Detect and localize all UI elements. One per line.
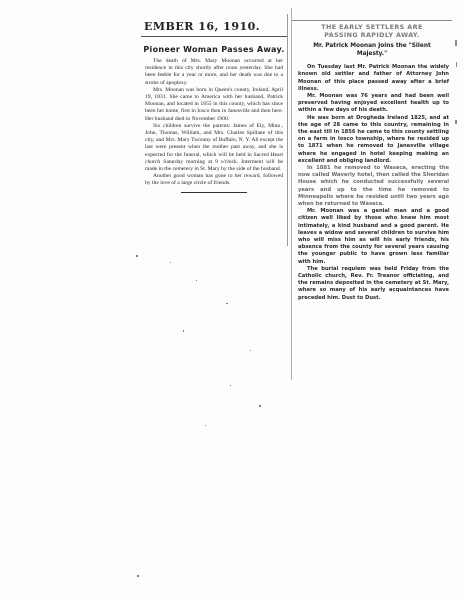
scan-speck [137, 575, 139, 577]
clipping-headline [292, 23, 452, 39]
headline-line-1: THE EARLY SETTLERS ARE [321, 23, 423, 31]
paragraph: On Tuesday last Mr. Patrick Moonan the widely known old settler and father of Attorney John Moonan of this place passed away after a brief illness. [298, 64, 449, 92]
paragraph: The burial requiem was held Friday from the Catholic church, Rev. Fr. Treanor officiating, and the remains deposited in the cemetery at St. Mary, where so many of his early acquaintances have preceded him. Dust to Dust. [298, 265, 449, 301]
scan-speck [205, 425, 206, 426]
scan-speck [196, 280, 197, 281]
clipping-body [141, 58, 287, 188]
scan-speck [250, 350, 251, 351]
clipping-headline: Pioneer Woman Passes Away. [143, 45, 285, 54]
divider [141, 36, 287, 37]
headline-line-2: PASSING RAPIDLY AWAY. [324, 31, 420, 39]
obituary-clipping-mary-moonan [141, 14, 288, 246]
scan-edge-mark [456, 62, 457, 67]
divider [292, 20, 452, 21]
scan-edge-mark [455, 40, 457, 46]
scan-speck [136, 255, 138, 257]
scan-speck [259, 405, 261, 407]
scan-speck [226, 303, 228, 304]
clipping-subhead: Mr. Patrick Moonan Joins the "Silent Majesty." [313, 43, 431, 57]
paragraph: He was born at Drogheda Ireland 1825, and at the age of 28 came to this country, remaining in the east till in 1856 he came to this county settling on a farm in Iosco township, where he resided up to 1871 when he removed to Janesville village where he engaged in hotel keeping making an excellent and obliging landlord. [298, 114, 449, 164]
paragraph: Mrs. Moonan was born in Queen's county, Ireland, April 19, 1831. She came to America with her husband, Patrick Moonan, and located in 1855 in this county, which has since been her home, first in Iosco then in Janesville and then here. Her husband died in November 1900. [145, 86, 283, 122]
paragraph: Mr. Moonan was a genial man and a good citizen well liked by those who knew him most intimately, a kind husband and a good parent. He leaves a widow and several children to survive him who will miss him as will his early friends, his absence from the county for several years causing the younger public to have grown less familiar with him. [298, 208, 449, 265]
clipping-body [292, 64, 452, 302]
clipping-date: EMBER 16, 1910. [144, 20, 261, 33]
scan-speck [183, 330, 184, 332]
end-divider [181, 192, 247, 193]
scan-speck [170, 262, 171, 263]
scan-speck [230, 385, 231, 386]
paragraph: Six children survive the parents: James of Ely, Minn., John, Thomas, William, and Mrs. Charles Spillane of this city, and Mrs. Mary Twoomy of Buffalo, N. Y. All except the last were present when the mother past away, and she is expected for the funeral, which will be held in Sacred Heart church Saturday morning at 9 o'clock. Interment will be made in the cemetery in St. Mary by the side of the husband. [145, 122, 283, 173]
paragraph: The death of Mrs. Mary Moonan occurred at her residence in this city shortly after noon yesterday. She had been feeble for a year or more, and her death was due to a stroke of apoplexy. [145, 58, 283, 86]
obituary-clipping-patrick-moonan [291, 8, 452, 380]
scan-edge-mark [455, 120, 457, 124]
paragraph: In 1881 he removed to Waseca, erecting the now called Waverly hotel, then called the Sheridan House which he conducted successfully several years and up to the time he removed to Minneapolis where he resided until two years ago when he returned to Waseca. [298, 165, 449, 208]
paragraph: Mr. Moonan was 76 years and had been well preserved having enjoyed excellent health up to within a few days of his death. [298, 93, 449, 114]
paragraph: Another good woman has gone to her reward, followed by the love of a large circle of friends. [145, 173, 283, 187]
